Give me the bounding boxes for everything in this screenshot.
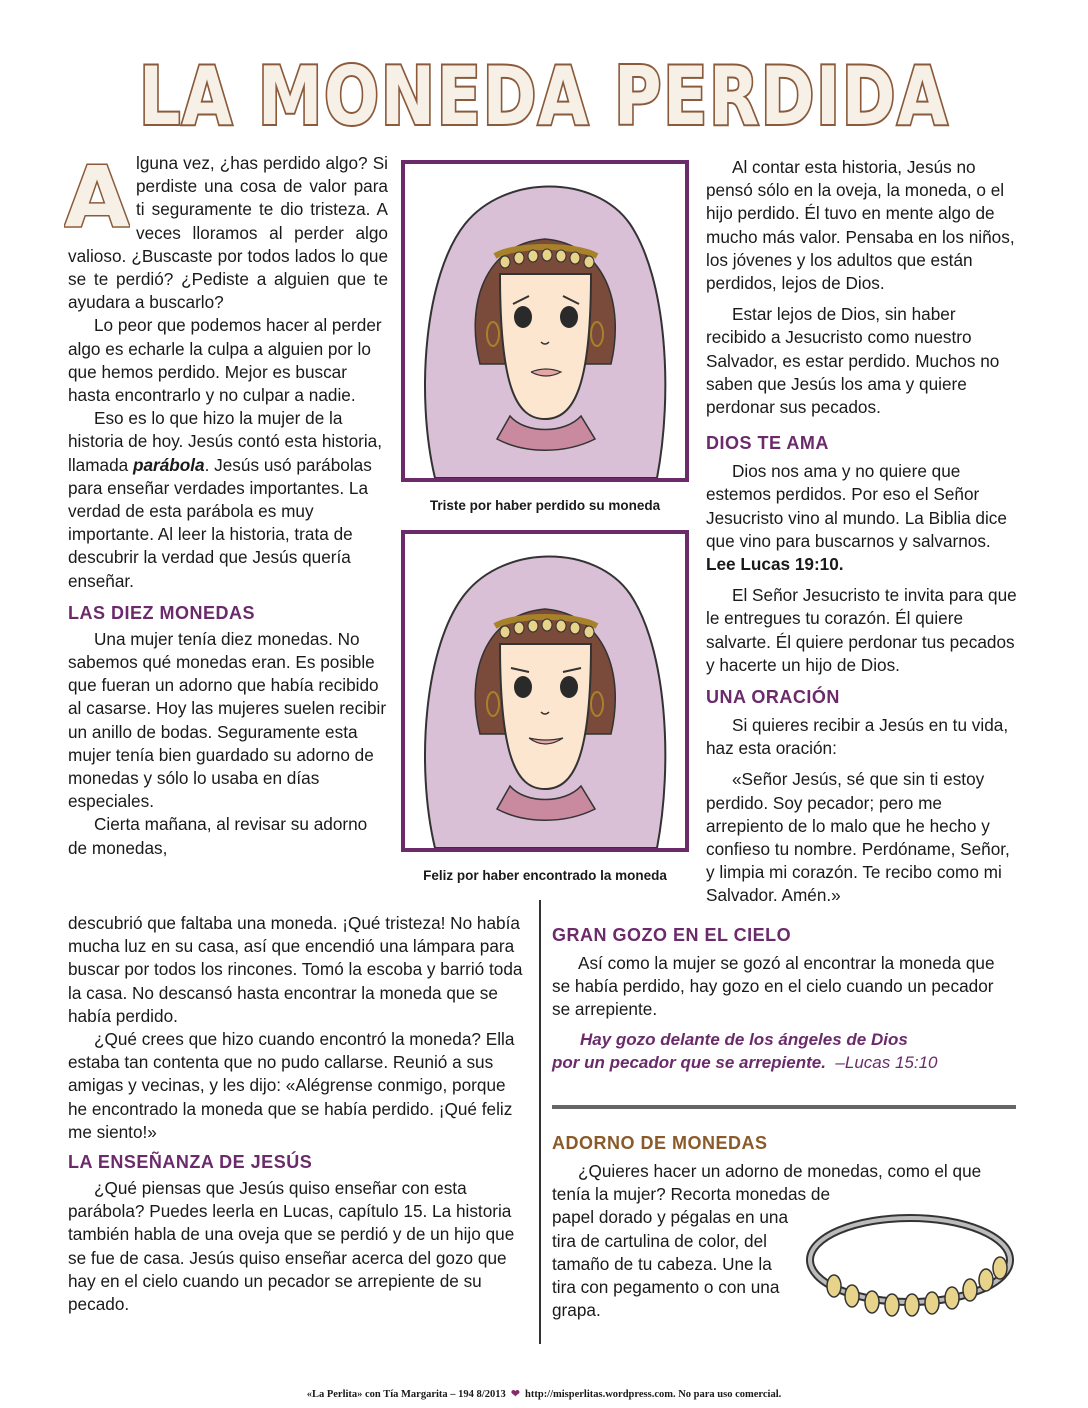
footer-credit: «La Perlita» con Tía Margarita – 194 8/2013: [306, 1389, 506, 1400]
verse-line-2: [552, 1051, 1008, 1074]
right-column: [706, 156, 1018, 908]
adorno-paragraph-1: ¿Quieres hacer un adorno de monedas, como el que tenía la mujer? Recorta monedas de: [552, 1161, 982, 1205]
dropcap-letter: A: [64, 156, 130, 234]
column-divider-vertical: [539, 900, 541, 1344]
heading-diez-monedas: LAS DIEZ MONEDAS: [68, 602, 256, 623]
intro-section: [64, 152, 388, 860]
intro-p3-c: . Jesús usó parábolas para enseñar verdades importantes. La verdad de esta parábola es muy importante. Al leer la historia, trata de descubrir la verdad que Jesús quería enseñar.: [68, 454, 372, 591]
page-title-text: LA MONEDA PERDIDA: [139, 50, 949, 143]
diez-paragraph-2b: descubrió que faltaba una moneda. ¡Qué tristeza! No había mucha luz en su casa, así que encendió una lámpara para buscar por todos los rincones. Tomó la escoba y barrió toda la casa. No descansó hasta encontrar la moneda que se había perdido.: [68, 913, 523, 1026]
heading-ensenanza: LA ENSEÑANZA DE JESÚS: [68, 1152, 313, 1173]
dropcap: [64, 156, 130, 234]
bible-reference: Lee Lucas 19:10.: [706, 554, 844, 575]
diez-paragraph-1: Una mujer tenía diez monedas. No sabemos qué monedas eran. Es posible que fueran un adorno que había recibido al casarse. Hoy las mujeres suelen recibir un anillo de bodas. Seguramente esta mujer tenía bien guardado su adorno de monedas y sólo lo usaba en días especiales.: [68, 628, 387, 812]
right-p3-text: Dios nos ama y no quiere que estemos perdidos. Por eso el Señor Jesucristo vino al mundo. La Biblia dice que vino para buscarnos y salvarnos.: [706, 461, 1007, 551]
adorno-paragraph-2: papel dorado y pégalas en una tira de cartulina de color, del tamaño de tu cabeza. Une la tira con pegamento o con una grapa.: [552, 1207, 789, 1321]
right-paragraph-1: Al contar esta historia, Jesús no pensó sólo en la oveja, la moneda, o el hijo perdido. Él tuvo en mente algo de mucho más valor. Pensaba en los niños, los jóvenes y los adultos que están perdidos, lejos de Dios.: [706, 157, 1015, 294]
heading-adorno: ADORNO DE MONEDAS: [552, 1133, 768, 1153]
intro-paragraph-2: Lo peor que podemos hacer al perder algo es echarle la culpa a alguien por lo que hemos perdido. Mejor es buscar hasta encontrarlo y no culpar a nadie.: [68, 315, 382, 406]
heading-dios-te-ama: DIOS TE AMA: [706, 433, 829, 454]
footer: [0, 1388, 1088, 1400]
ensenanza-paragraph-1: ¿Qué piensas que Jesús quiso enseñar con esta parábola? Puedes leerla en Lucas, capítulo 15. La historia también habla de una oveja que se perdió y de un hijo que se fue de casa. Jesús quiso enseñar acerca del gozo que hay en el cielo cuando un pecador se arrepiente de su pecado.: [68, 1178, 515, 1315]
verse-line-1: Hay gozo delante de los ángeles de Dios: [580, 1029, 908, 1049]
story-wide-section: [68, 912, 528, 1316]
gozo-section: [552, 925, 1008, 1074]
right-paragraph-3: [706, 460, 1018, 576]
heading-gran-gozo: GRAN GOZO EN EL CIELO: [552, 925, 792, 945]
prayer-text: «Señor Jesús, sé que sin ti estoy perdido. Soy pecador; pero me arrepiento de lo malo que he hecho y confieso tu nombre. Perdóname, Señor, y limpia mi corazón. Te recibo como mi Salvador. Amén.»: [706, 769, 1010, 906]
coin-headband-illustration: [800, 1200, 1020, 1340]
verse-line-2-text: por un pecador que se arrepiente.: [552, 1052, 826, 1072]
diez-paragraph-3: ¿Qué crees que hizo cuando encontró la moneda? Ella estaba tan contenta que no pudo callarse. Reunió a sus amigas y vecinas, y les dijo: «Alégrense conmigo, porque he encontrado la moneda que se había perdido. ¡Qué feliz me siento!»: [68, 1029, 515, 1142]
happy-caption: Feliz por haber encontrado la moneda: [423, 868, 667, 883]
intro-p3-a: Eso es lo que hizo la mujer de la historia de hoy. Jesús contó esta historia, llamada: [68, 408, 382, 475]
intro-paragraph-1: lguna vez, ¿has perdido algo? Si perdiste una cosa de valor para ti seguramente te dio tristeza. A veces lloramos al perder algo valioso. ¿Buscaste por todos lados lo que se te perdió? ¿Pediste a alguien que te ayudara a buscarlo?: [68, 153, 388, 313]
right-paragraph-2: Estar lejos de Dios, sin haber recibido a Jesucristo como nuestro Salvador, es estar perdido. Muchos no saben que Jesús los ama y quiere perdonar sus pecados.: [706, 304, 1000, 418]
sad-caption: Triste por haber perdido su moneda: [429, 498, 661, 513]
intro-paragraph-3: [68, 407, 388, 593]
gozo-paragraph: Así como la mujer se gozó al encontrar la moneda que se había perdido, hay gozo en el cielo cuando un pecador se arrepiente.: [552, 953, 995, 1020]
happy-woman-illustration: [405, 534, 685, 848]
right-paragraph-4: El Señor Jesucristo te invita para que le entregues tu corazón. Él quiere salvarte. Él quiere perdonar tus pecados y hacerte un hijo de Dios.: [706, 585, 1017, 675]
diez-paragraph-2a: Cierta mañana, al revisar su adorno de monedas,: [68, 814, 368, 858]
page-title: [0, 44, 1088, 144]
right-paragraph-5: Si quieres recibir a Jesús en tu vida, haz esta oración:: [706, 715, 1009, 759]
footer-link: http://misperlitas.wordpress.com. No para uso comercial.: [525, 1389, 782, 1400]
heading-una-oracion: UNA ORACIÓN: [706, 687, 840, 708]
parabola-emphasis: parábola: [132, 454, 205, 475]
section-divider-horizontal: [552, 1105, 1016, 1109]
verse-reference: –Lucas 15:10: [835, 1052, 938, 1072]
heart-icon: ❤: [510, 1389, 520, 1400]
sad-woman-illustration: [405, 164, 685, 478]
happy-woman-image: [401, 530, 689, 852]
sad-woman-image: [401, 160, 689, 482]
